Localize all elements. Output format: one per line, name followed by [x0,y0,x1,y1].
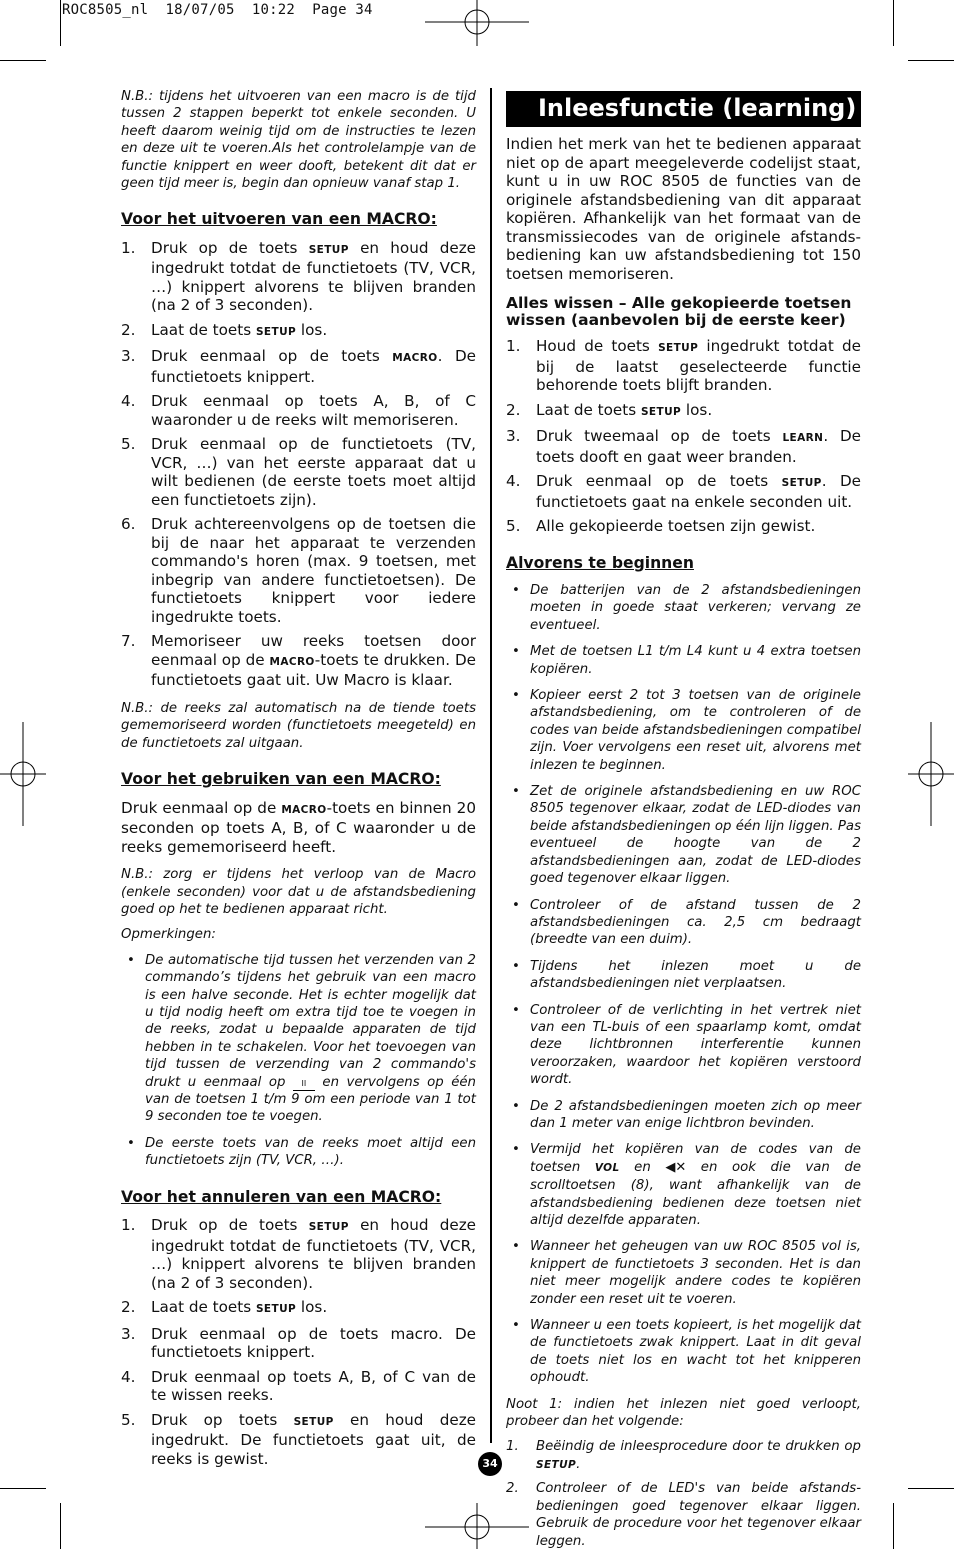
step-text: . De toets dooft en gaat weer branden. [536,427,861,466]
step-item [506,427,861,466]
heading-use-macro: Voor het gebruiken van een MACRO: [121,770,441,789]
step-number: 2. [506,400,521,419]
bullet-dot: • [512,784,520,800]
key-label: MACRO [269,655,315,668]
step-text: Beëindig de inleesprocedure door te drukken op [536,1439,861,1455]
step-item [121,1411,476,1469]
remarks-label: Opmerkingen: [121,927,216,943]
list-item [506,643,861,678]
bullet-text: Wanneer u een toets kopieert, is het mogelijk dat de functietoets zwak knippert. Laat in dit geval de toets niet los en wacht tot het knipperen ophoudt. [530,1318,861,1386]
mute-speaker-icon: ◀✕ [665,1159,687,1175]
step-item [121,1368,476,1405]
pause-key-icon: II [293,1079,315,1091]
step-number: 1. [121,1216,136,1235]
note-auto-memorize: N.B.: de reeks zal automatisch na de tiende toets gememoriseerd worden (functietoets meegeteld) en de functietoets zal uitgaan. [121,700,476,751]
key-label: SETUP [308,1221,349,1234]
step-number: 5. [506,517,521,535]
step-text: Alle gekopieerde toetsen zijn gewist. [536,517,816,535]
key-label: LEARN [782,432,824,444]
step-item [506,401,861,422]
step-number: 2. [121,1298,136,1317]
step-text: . [576,1456,581,1472]
step-text: Druk op de toets [151,238,309,257]
step-number: 2. [506,1481,519,1497]
bullet-text: De batterijen van de 2 afstandsbedieningen moeten in goede staat verkeren; vervang ze eventueel. [530,583,861,633]
learning-intro: Indien het merk van het te bedienen apparaat niet op de apart meegeleverde codelijst staat, kunt u in uw ROC 8505 de functies van de originele afstandsbediening van dit apparaat kopiëren. Afhankelijk van het formaat van de transmissiecodes van de originele afstands-bediening kan uw afstandsbediening tot 150 toetsen memoriseren. [506,135,861,283]
list-item [506,958,861,993]
step-number: 4. [121,392,136,411]
key-label: SETUP [536,1458,577,1471]
bullet-dot: • [512,1239,520,1255]
step-number: 1. [121,238,136,257]
bullet-dot: • [512,644,520,660]
step-text: los. [296,320,328,339]
page-number: 34 [478,1452,502,1476]
step-item [121,239,476,315]
execute-macro-steps [121,239,476,690]
step-number: 3. [506,427,521,445]
left-column [121,88,476,1474]
bullet-text: en ook die van de scrolltoetsen (8), want afhankelijk van de afstandsbediening bedienen deze toetsen niet altijd dezelfde apparaten. [530,1159,861,1228]
heading-cancel-macro: Voor het annuleren van een MACRO: [121,1187,442,1206]
note-macro-timing: N.B.: tijdens het uitvoeren van een macro is de tijd tussen 2 stappen beperkt tot enkele seconden. U heeft daarom weinig tijd om de instructies te lezen en deze uit te voeren.Als het controlelampje van de functie knippert en weer dooft, betekent dit dat er geen tijd meer is, begin dan opnieuw vanaf stap 1. [121,89,476,192]
bullet-text: Tijdens het inlezen moet u de afstandsbedieningen niet verplaatsen. [530,958,861,992]
step-text: Druk eenmaal op de toets [151,347,393,366]
key-label: MACRO [392,352,438,365]
step-text: Laat de toets [536,400,641,419]
step-item [506,337,861,395]
remarks-list [121,952,476,1170]
step-item [121,392,476,429]
bullet-text: Controleer of de verlichting in het vertrek niet van een TL-buis of een spaarlamp komt, omdat deze lichtbronnen interferentie kunnen veroorzaken, waardoor het kopiëren verstoord wordt. [530,1002,861,1088]
step-item [121,347,476,386]
step-text: Laat de toets [151,320,256,339]
right-column [506,91,861,1556]
step-text: Houd de toets [536,337,659,355]
step-text: en houd deze ingedrukt totdat de functietoets (TV, VCR, …) knippert alvorens te blijven branden (na 2 of 3 seconden). [151,1216,477,1292]
step-number: 3. [121,347,136,366]
step-number: 1. [506,337,521,355]
step-item [121,1325,476,1362]
step-text: Controleer of de LED's van beide afstands-bedieningen goed tegenover elkaar liggen. Gebruik de procedure voor het tegenover elkaar leggen. [536,1481,861,1549]
step-number: 7. [121,632,136,651]
cancel-macro-steps [121,1216,476,1468]
list-item [506,1238,861,1308]
key-label: SETUP [255,1303,297,1316]
step-item [121,515,476,626]
note-steps [506,1438,861,1549]
section-title-banner: Inleesfunctie (learning) [506,91,861,127]
heading-before-starting: Alvorens te beginnen [506,553,694,572]
step-item [506,1438,861,1474]
step-text: Druk eenmaal op toets A, B, of C waaronder u de reeks wilt memoriseren. [151,392,476,429]
step-number: 5. [121,435,136,454]
step-number: 1. [506,1439,519,1455]
step-text: Druk tweemaal op de toets [536,427,783,445]
key-label: SETUP [640,405,682,418]
key-label: SETUP [293,1415,334,1428]
step-text: en houd deze ingedrukt. De functietoets gaat uit, de reeks is gewist. [151,1410,477,1468]
bullet-dot: • [512,1098,520,1114]
preparation-list [506,582,861,1387]
step-item [121,435,476,509]
erase-steps [506,337,861,536]
step-item [506,517,861,536]
key-label: VOL [594,1161,620,1174]
heading-execute-macro: Voor het uitvoeren van een MACRO: [121,210,437,229]
step-text: los. [296,1298,328,1317]
registration-mark-top [425,0,529,46]
bullet-text: Met de toetsen L1 t/m L4 kunt u 4 extra toetsen kopiëren. [530,644,861,677]
bullet-dot: • [512,1142,520,1158]
step-text: ingedrukt totdat de bij de laatst geselecteerde functie behorende toets blijft branden. [536,337,861,394]
print-slug: ROC8505_nl 18/07/05 10:22 Page 34 [62,2,373,18]
key-label: SETUP [781,477,822,489]
registration-mark-left [0,722,46,826]
key-label: SETUP [658,342,699,354]
bullet-dot: • [512,1002,520,1018]
list-item [506,687,861,774]
key-label: SETUP [255,325,297,338]
bullet-dot: • [512,688,520,704]
list-item [506,1098,861,1133]
bullet-dot: • [512,583,520,598]
bullet-text: Wanneer het geheugen van uw ROC 8505 vol is, knippert de functietoets 3 seconden. Het is dan niet meer mogelijk andere codes te kopiëren zonder een reset uit te voeren. [530,1239,861,1307]
bullet-text: Controleer of de afstand tussen de 2 afstandsbedieningen ca. 2,5 cm bedraagt (breedte van een duim). [530,897,861,948]
bullet-text: Vermijd het kopiëren van de codes van de toetsen [530,1142,861,1175]
step-text: Druk eenmaal op de toets macro. De functietoets knippert. [151,1324,476,1362]
list-item [506,783,861,887]
step-text: Druk eenmaal op de functietoets (TV, VCR, …) van het eerste apparaat dat u wilt bedienen (de eerste toets moet altijd een functietoets zijn). [151,435,476,509]
step-text: Druk op de toets [151,1216,309,1235]
step-text: los. [681,400,713,419]
step-item [506,1480,861,1550]
step-number: 3. [121,1324,136,1343]
list-item [506,582,861,634]
key-label: SETUP [308,243,349,256]
step-text: Druk achtereenvolgens op de toetsen die bij de naar het apparaat te verzenden commando's horen (max. 9 toetsen, met inbegrip van andere functietoetsen). De functietoets knippert voor iedere ingedrukte toets. [151,515,476,626]
bullet-text: en [619,1159,666,1175]
list-item [506,1141,861,1229]
step-text: . De functietoets gaat na enkele seconden uit. [536,472,861,511]
step-item [121,321,476,342]
step-text: Druk eenmaal op de toets [536,472,782,490]
step-number: 4. [121,1367,136,1386]
registration-mark-right [908,722,954,826]
list-item: • De automatische tijd tussen het verzenden van 2 commando’s tijdens het gebruik van een macro is een halve seconde. Het is echter mogelijk dat u tijd nodig heeft om extra tijd toe te voegen in de reeks, zodat u bepaalde apparaten de tijd hebben in te schakelen. Voor het toevoegen van tijd tussen de verzending van 2 commando's drukt u eenmaal op II en vervolgens op één van de toetsen 1 t/m 9 om een periode van 1 tot 9 seconden toe te voegen. [127,952,476,1125]
bullet-text: De 2 afstandsbedieningen moeten zich op meer dan 1 meter van enige lichtbron bevinden. [530,1098,861,1131]
bullet-text: Zet de originele afstandsbediening en uw ROC 8505 tegenover elkaar, zodat de LED-diodes van beide afstandsbedieningen op één lijn liggen. Pas eventueel de hoogte van de 2 afstandsbedieningen aan, zodat de LED-diodes goed tegenover elkaar liggen. [530,784,861,887]
list-item [506,1317,861,1387]
step-item [121,1216,476,1292]
step-item [506,472,861,511]
note-aim-remote: N.B.: zorg er tijdens het verloop van de Macro (enkele seconden) voor dat u de afstandsbediening goed op het te bedienen apparaat richt. [121,867,476,917]
step-text: . De functietoets knippert. [151,347,476,386]
step-number: 6. [121,515,136,534]
bullet-dot: • [512,1318,520,1334]
step-number: 2. [121,320,136,339]
step-text: -toets te drukken. De functietoets gaat uit. Uw Macro is klaar. [151,650,476,690]
bullet-dot: • [512,897,520,913]
bullet-dot: • [512,958,520,974]
step-item [121,632,476,690]
step-text: Memoriseer uw reeks toetsen door eenmaal op de [151,632,476,669]
step-number: 4. [506,472,521,490]
use-macro-text: Druk eenmaal op de MACRO-toets en binnen 20 seconden op toets A, B, of C waaronder u de reeks gememoriseerd heeft. [121,798,476,856]
step-item [121,1298,476,1319]
step-text: Laat de toets [151,1298,256,1317]
step-number: 5. [121,1410,136,1429]
step-text: en houd deze ingedrukt totdat de functietoets (TV, VCR, …) knippert alvorens te blijven branden (na 2 of 3 seconden). [151,238,477,315]
step-text: Druk eenmaal op toets A, B, of C van de te wissen reeks. [151,1367,476,1405]
list-item: • De eerste toets van de reeks moet altijd een functietoets zijn (TV, VCR, …). [127,1135,476,1169]
note-1: Noot 1: indien het inlezen niet goed verloopt, probeer dan het volgende: [506,1396,861,1430]
bullet-text: Kopieer eerst 2 tot 3 toetsen van de originele afstandsbediening, om te controleren of de codes van beide afstandsbedieningen compatibel zijn. Voer vervolgens een reset uit, alvorens met inlezen te beginnen. [530,688,861,773]
list-item [506,1002,861,1089]
step-text: Druk op toets [151,1410,294,1429]
list-item [506,897,861,949]
column-divider [490,88,492,1443]
heading-erase-all: Alles wissen – Alle gekopieerde toetsen wissen (aanbevolen bij de eerste keer) [506,294,852,329]
